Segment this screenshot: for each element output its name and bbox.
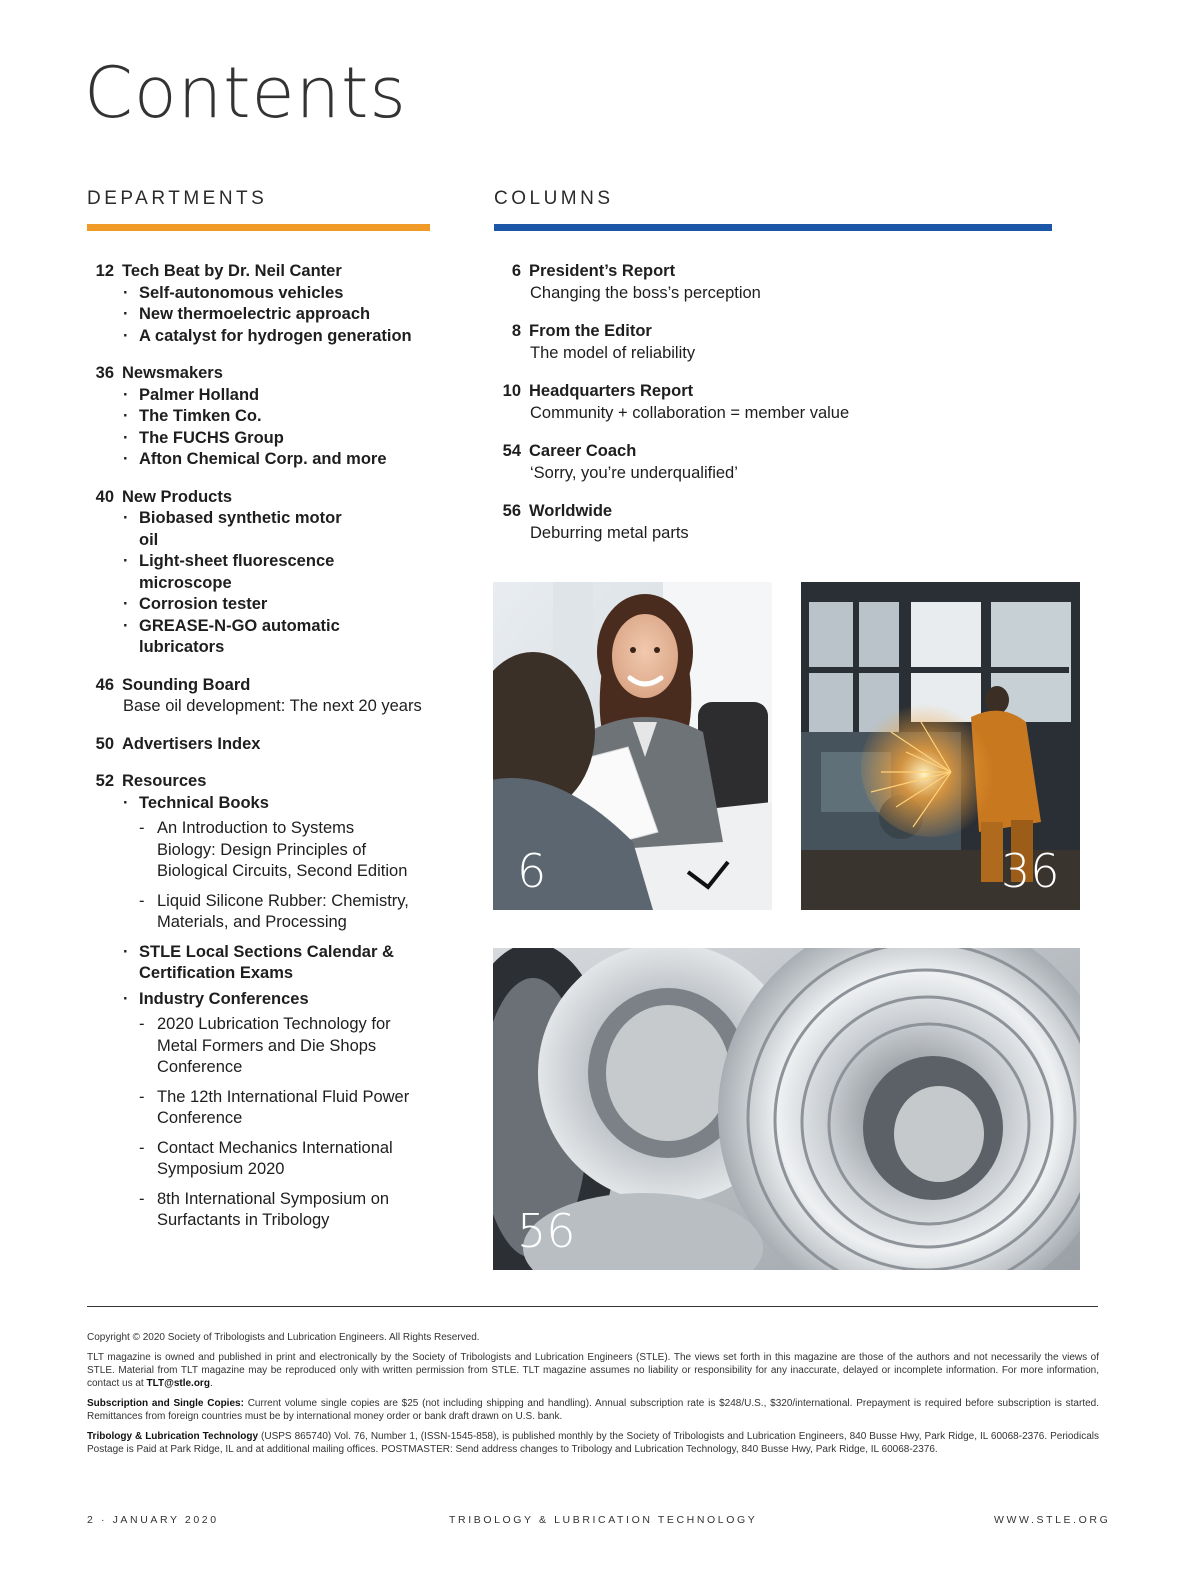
photo-page-label: 6 xyxy=(517,844,547,898)
photo-page-label: 56 xyxy=(517,1204,576,1258)
bullet-item: · GREASE-N-GO automatic lubricators xyxy=(123,616,352,659)
bullet-label: Technical Books xyxy=(139,793,269,812)
bullet-item: · The FUCHS Group xyxy=(123,428,437,450)
book-item: - An Introduction to Systems Biology: Design Principles of Biological Circuits, Second Edition xyxy=(157,818,417,883)
page-number: 40 xyxy=(95,487,114,506)
bullet-item xyxy=(123,989,417,1232)
departments-list xyxy=(87,261,437,1248)
entry-subtitle: ‘Sorry, you’re underqualified’ xyxy=(530,463,738,482)
bullet-item: · A catalyst for hydrogen generation xyxy=(123,326,437,348)
entry-subtitle: The model of reliability xyxy=(530,343,696,362)
ownership-text: TLT magazine is owned and published in print and electronically by the Society of Tribologists and Lubrication Engineers (STLE). The views set forth in this magazine are those of the authors and not necessarily the views of STLE. Material from TLT magazine may be reproduced only with written permission from STLE. TLT magazine assumes no liability or responsibility for any inaccurate, delayed or incomplete information. For more information, contact us at xyxy=(87,1352,1099,1390)
entry-subtitle: Community + collaboration = member value xyxy=(530,403,850,422)
page-number: 46 xyxy=(95,675,114,694)
entry-title: Advertisers Index xyxy=(122,734,261,753)
entry-title: Worldwide xyxy=(529,502,613,520)
page-number: 10 xyxy=(502,382,521,400)
entry-title: From the Editor xyxy=(529,322,652,340)
entry-title: Newsmakers xyxy=(122,364,223,382)
copyright-line: Copyright © 2020 Society of Tribologists and Lubrication Engineers. All Rights Reserved. xyxy=(87,1332,480,1343)
departments-rule xyxy=(87,224,430,231)
subscription-notice xyxy=(87,1397,1099,1423)
toc-entry-new-products[interactable] xyxy=(87,487,437,659)
bullet-item xyxy=(123,793,417,934)
entry-title: Sounding Board xyxy=(122,675,251,694)
columns-list xyxy=(494,261,894,560)
toc-entry-presidents-report[interactable] xyxy=(494,261,894,304)
photo-steel-coils[interactable] xyxy=(493,948,1080,1270)
entry-subtitle: Base oil development: The next 20 years xyxy=(123,697,422,715)
publication-label: Tribology & Lubrication Technology xyxy=(87,1431,259,1442)
page-number: 8 xyxy=(511,322,521,340)
page-title: Contents xyxy=(84,52,407,134)
photo-grinding[interactable] xyxy=(801,582,1080,910)
ownership-notice: TLT magazine is owned and published in print and electronically by the Society of Tribologists and Lubrication Engineers (STLE). The views set forth in this magazine are those of the authors and not necessarily the views of STLE. Material from TLT magazine may be reproduced only with written permission from STLE. TLT magazine assumes no liability or responsibility for any inaccurate, delayed or incomplete information. For more information, contact us at TLT@stle.org. xyxy=(87,1352,1099,1390)
entry-subtitle: Deburring metal parts xyxy=(530,523,689,542)
folio-right[interactable]: WWW.STLE.ORG xyxy=(994,1514,1111,1526)
bullet-item: · STLE Local Sections Calendar & Certification Exams xyxy=(123,942,417,985)
publication-text: (USPS 865740) Vol. 76, Number 1, (ISSN-1545-858), is published monthly by the Society of Tribologists and Lubrication Engineers, 840 Busse Hwy, Park Ridge, IL 60068-2376. Periodicals Postage is Paid at Park Ridge, IL and at additional mailing offices. POSTMASTER: Send address changes to Tribology and Lubrication Technology, 840 Busse Hwy, Park Ridge, IL 60068-2376. xyxy=(87,1431,1099,1456)
bullet-item: · Self-autonomous vehicles xyxy=(123,283,437,305)
bullet-item: · Biobased synthetic motor oil xyxy=(123,508,352,551)
conference-item: - 2020 Lubrication Technology for Metal Formers and Die Shops Conference xyxy=(157,1014,417,1079)
departments-heading: DEPARTMENTS xyxy=(87,188,268,209)
subscription-label: Subscription and Single Copies: xyxy=(87,1398,244,1409)
photo-page-label: 36 xyxy=(1001,844,1060,898)
contact-email[interactable]: TLT@stle.org xyxy=(146,1378,210,1390)
toc-entry-worldwide[interactable] xyxy=(494,501,894,544)
entry-subtitle: Changing the boss’s perception xyxy=(530,283,761,302)
columns-rule xyxy=(494,224,1052,231)
entry-title: Resources xyxy=(122,772,207,790)
entry-title: New Products xyxy=(122,487,233,506)
subscription-text: Current volume single copies are $25 (not including shipping and handling). Annual subscription rate is $248/U.S., $320/international. Prepayment is required before subscription is started. Remittances from foreign countries must be by international money order or bank draft drawn on U.S. bank. xyxy=(87,1398,1100,1423)
toc-entry-career-coach[interactable] xyxy=(494,441,894,484)
toc-entry-tech-beat[interactable] xyxy=(87,261,437,347)
conference-item: - The 12th International Fluid Power Conference xyxy=(157,1087,417,1130)
page-number: 12 xyxy=(95,262,114,280)
conference-item: - 8th International Symposium on Surfactants in Tribology xyxy=(157,1189,417,1232)
page-number: 54 xyxy=(502,442,521,460)
bullet-item: · New thermoelectric approach xyxy=(123,304,437,326)
bullet-item: · The Timken Co. xyxy=(123,406,437,428)
footer-rule xyxy=(87,1306,1098,1307)
entry-title: Tech Beat by Dr. Neil Canter xyxy=(122,262,342,280)
folio-center: TRIBOLOGY & LUBRICATION TECHNOLOGY xyxy=(449,1514,758,1526)
entry-title: Career Coach xyxy=(529,442,637,460)
entry-title: Headquarters Report xyxy=(529,382,694,400)
page-number: 36 xyxy=(95,364,114,382)
photo-interview[interactable] xyxy=(493,582,772,910)
page-number: 52 xyxy=(95,772,114,790)
toc-entry-from-the-editor[interactable] xyxy=(494,321,894,364)
toc-entry-resources[interactable] xyxy=(87,771,437,1232)
book-item: - Liquid Silicone Rubber: Chemistry, Materials, and Processing xyxy=(157,891,417,934)
toc-entry-headquarters-report[interactable] xyxy=(494,381,894,424)
page-number: 56 xyxy=(502,502,521,520)
conference-item: - Contact Mechanics International Symposium 2020 xyxy=(157,1138,417,1181)
page-number: 50 xyxy=(95,734,114,753)
publication-notice xyxy=(87,1430,1099,1456)
columns-heading: COLUMNS xyxy=(494,188,614,209)
page-number: 6 xyxy=(511,262,521,280)
bullet-label: Industry Conferences xyxy=(139,989,309,1008)
bullet-item: · Palmer Holland xyxy=(123,385,437,407)
steel-coils-illustration xyxy=(493,948,1080,1270)
toc-entry-newsmakers[interactable] xyxy=(87,363,437,471)
entry-title: President’s Report xyxy=(529,262,676,280)
bullet-item: · Light-sheet fluorescence microscope xyxy=(123,551,352,594)
folio-left: 2 · JANUARY 2020 xyxy=(87,1514,219,1526)
toc-entry-sounding-board[interactable] xyxy=(87,675,437,718)
bullet-item: · Afton Chemical Corp. and more xyxy=(123,449,437,471)
toc-entry-advertisers-index[interactable] xyxy=(87,734,437,756)
bullet-item: · Corrosion tester xyxy=(123,594,352,616)
